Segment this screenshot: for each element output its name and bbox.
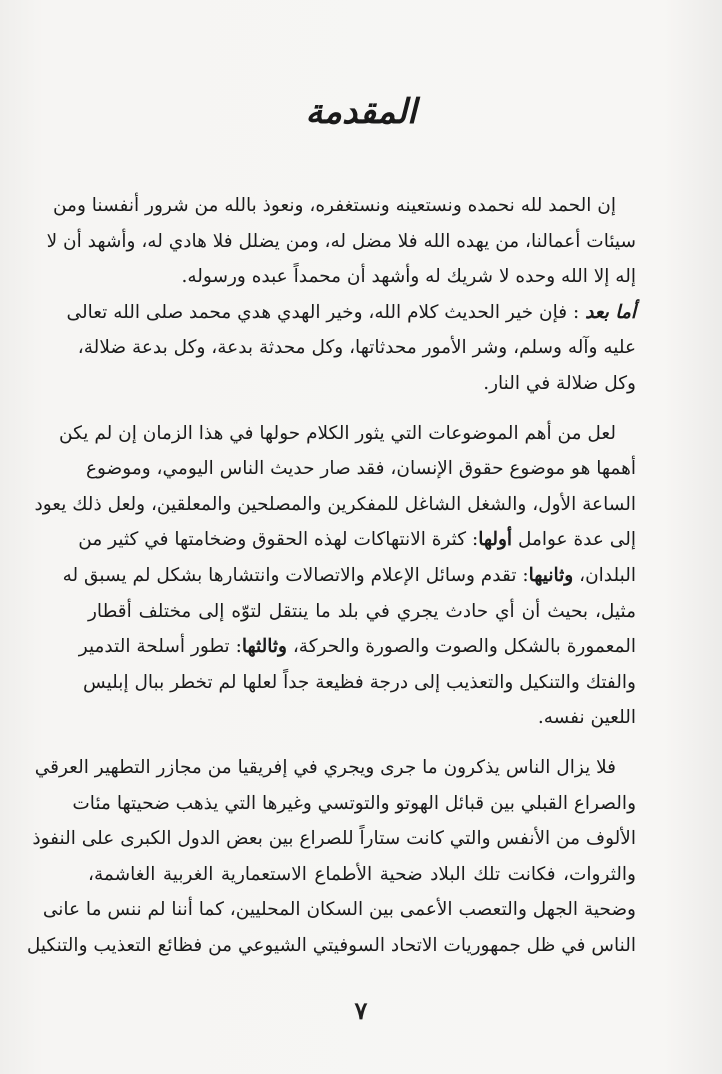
text-line: عليه وآله وسلم، وشر الأمور محدثاتها، وكل محدثة بدعة، وكل بدعة ضلالة،: [77, 337, 636, 359]
text-line: والفتك والتنكيل والتعذيب إلى درجة فظيعة جداً لعلها لم تخطر ببال إبليس: [83, 671, 636, 693]
bold-term: وثانيها: [528, 564, 574, 586]
text-line: الناس في ظل جمهوريات الاتحاد السوفيتي الشيوعي من فظائع التعذيب والتنكيل: [26, 934, 636, 956]
text-line: [62, 558, 636, 594]
bold-term: أولها: [478, 529, 513, 551]
text-line: والثروات، فكانت تلك البلاد ضحية الأطماع الاستعمارية الغربية الغاشمة،: [88, 863, 636, 885]
text-line: [66, 295, 636, 331]
text-line: [78, 629, 636, 665]
text-line: إن الحمد لله نحمده ونستعينه ونستغفره، ونعوذ بالله من شرور أنفسنا ومن: [52, 195, 616, 216]
text-line: والصراع القبلي بين قبائل الهوتو والتوتسي وغيرها التي يذهب ضحيتها مئات: [72, 792, 636, 814]
text-line: وكل ضلالة في النار.: [483, 372, 636, 394]
text-line: سيئات أعمالنا، من يهده الله فلا مضل له، ومن يضلل فلا هادي له، وأشهد أن لا: [46, 230, 636, 252]
text-line: وضحية الجهل والتعصب الأعمى بين السكان المحليين، كما أننا لم ننس ما عانى: [42, 899, 636, 921]
text-run: المعمورة بالشكل والصوت والصورة والحركة،: [286, 636, 636, 658]
lead-phrase: أما بعد: [585, 301, 636, 323]
text-line: اللعين نفسه.: [537, 707, 636, 729]
text-line: إله إلا الله وحده لا شريك له وأشهد أن محمداً عبده ورسوله.: [181, 266, 636, 288]
main-text: [26, 188, 636, 963]
text-line: لعل من أهم الموضوعات التي يثور الكلام حولها في هذا الزمان إن لم يكن: [59, 422, 616, 444]
text-run: : فإن خير الحديث كلام الله، وخير الهدي هدي محمد صلى الله تعالى: [66, 301, 580, 323]
bold-term: وثالثها: [241, 636, 287, 658]
text-run: : تقدم وسائل الإعلام والاتصالات وانتشارها بشكل لم يسبق له: [62, 564, 529, 586]
page-number: ٧: [354, 996, 368, 1025]
text-run: : كثرة الانتهاكات لهذه الحقوق وضخامتها في كثير من: [78, 529, 479, 551]
text-run: : تطور أسلحة التدمير: [78, 636, 242, 658]
text-line: [78, 522, 636, 558]
text-line: الألوف من الأنفس والتي كانت ستاراً للصراع بين بعض الدول الكبرى على النفوذ: [32, 828, 636, 850]
text-line: فلا يزال الناس يذكرون ما جرى ويجري في إفريقيا من مجازر التطهير العرقي: [34, 756, 616, 778]
text-line: مثيل، بحيث أن أي حادث يجري في بلد ما ينتقل لتوّه إلى مختلف أقطار: [88, 600, 636, 622]
page-title: المقدمة: [305, 92, 417, 132]
text-line: أهمها هو موضوع حقوق الإنسان، فقد صار حديث الناس اليومي، وموضوع: [85, 458, 636, 480]
text-run: إلى عدة عوامل: [512, 529, 636, 551]
text-line: الساعة الأول، والشغل الشاغل للمفكرين والمصلحين والمعلقين، ولعل ذلك يعود: [34, 493, 636, 515]
text-run: البلدان،: [573, 564, 636, 586]
